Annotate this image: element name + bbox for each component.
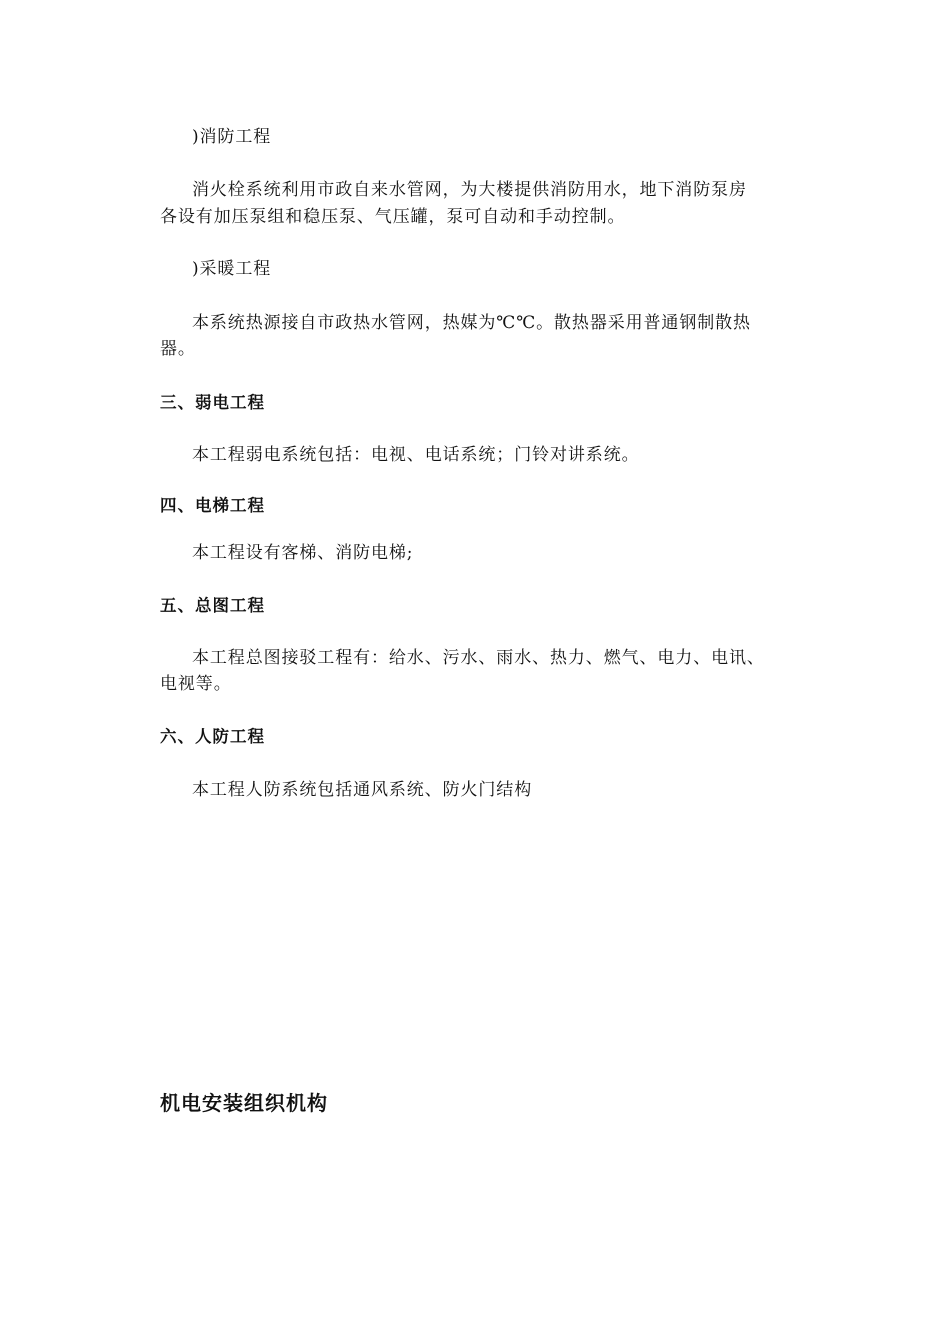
fire-paragraph-line-2: 各设有加压泵组和稳压泵、气压罐，泵可自动和手动控制。 [160,207,626,227]
section-heading-weak-current: 三、弱电工程 [160,393,265,412]
section-text-civil-defense: 本工程人防系统包括通风系统、防火门结构 [192,780,533,800]
heating-paragraph-line-1: 本系统热源接自市政热水管网，热媒为℃℃。散热器采用普通钢制散热 [192,313,751,333]
heating-paragraph-line-2: 器。 [160,339,196,359]
section-text-site-plan-line-2: 电视等。 [160,674,232,694]
fire-paragraph-line-1: 消火栓系统利用市政自来水管网，为大楼提供消防用水，地下消防泵房 [192,180,747,200]
section-text-elevator: 本工程设有客梯、消防电梯; [192,543,414,563]
section-heading-civil-defense: 六、人防工程 [160,727,265,746]
section-text-weak-current: 本工程弱电系统包括：电视、电话系统；门铃对讲系统。 [192,445,640,465]
section-text-site-plan-line-1: 本工程总图接驳工程有：给水、污水、雨水、热力、燃气、电力、电讯、 [192,648,765,668]
chapter-title: 机电安装组织机构 [160,1091,328,1115]
subheading-heating: )采暖工程 [192,259,272,279]
section-heading-elevator: 四、电梯工程 [160,496,265,515]
section-heading-site-plan: 五、总图工程 [160,596,265,615]
subheading-fire: )消防工程 [192,127,272,147]
